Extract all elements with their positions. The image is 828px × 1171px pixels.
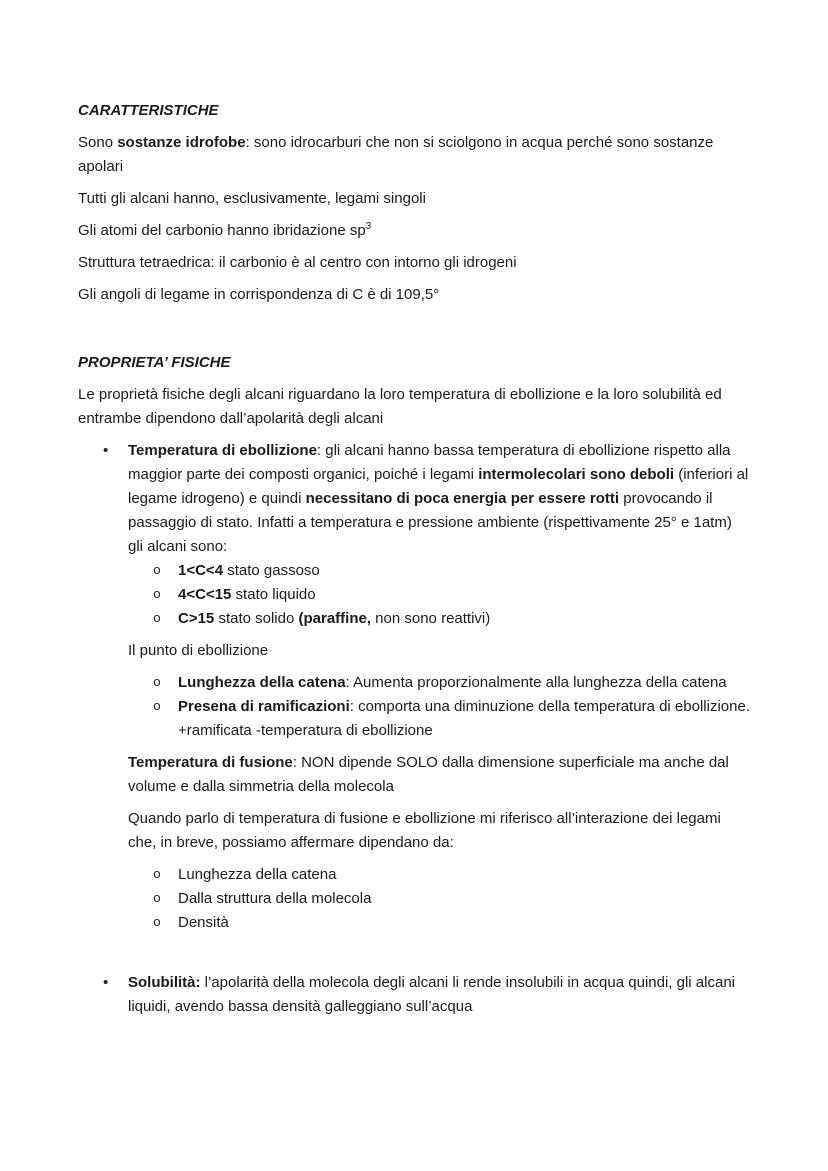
list-item-text: C>15 stato solido (paraffine, non sono reattivi) — [178, 610, 491, 627]
section-heading-caratteristiche: CARATTERISTICHE — [78, 102, 219, 119]
list-item-stato-liquido — [78, 583, 750, 607]
circle-bullet-icon: o — [153, 611, 161, 626]
list-item-temperatura-ebollizione — [78, 439, 750, 559]
list-item-text: Lunghezza della catena — [178, 866, 337, 883]
list-item-text: 1<C<4 stato gassoso — [178, 562, 320, 579]
list-item-solubilita — [78, 971, 750, 1019]
paragraph-punto-ebollizione: Il punto di ebollizione — [128, 642, 269, 659]
circle-bullet-icon: o — [153, 915, 161, 930]
disc-bullet-icon: • — [103, 974, 109, 991]
paragraph-sostanze-idrofobe: Sono sostanze idrofobe: sono idrocarburi che non si sciolgono in acqua perché sono sostanze apolari — [78, 134, 714, 175]
list-item-text: Lunghezza della catena: Aumenta proporzionalmente alla lunghezza della catena — [178, 674, 727, 691]
circle-bullet-icon: o — [153, 675, 161, 690]
circle-bullet-icon: o — [153, 867, 161, 882]
sublist-fattori-ebollizione — [78, 671, 750, 743]
paragraph-ibridazione-sp3: Gli atomi del carbonio hanno ibridazione $sp^3$ — [78, 221, 372, 239]
sublist-dipendenze — [78, 863, 750, 935]
disc-bullet-icon: • — [103, 442, 109, 459]
list-item-text: Densità — [178, 914, 229, 931]
paragraph-angoli-legame: Gli angoli di legame in corrispondenza di C è di 109,5° — [78, 286, 440, 303]
paragraph-legami-singoli: Tutti gli alcani hanno, esclusivamente, legami singoli — [78, 190, 426, 207]
list-item-text: Temperatura di ebollizione: gli alcani hanno bassa temperatura di ebollizione rispetto alla maggior parte dei composti organici, poiché i legami intermolecolari sono deboli (inferiori al legame idrogeno) e quindi necessitano di poca energia per essere rotti provocando il passaggio di stato. Infatti a temperatura e pressione ambiente (rispettivamente 25° e 1atm) gli alcani sono: — [128, 442, 749, 555]
section-caratteristiche — [78, 99, 750, 307]
sublist-stati — [78, 559, 750, 631]
list-item-dipendenza-struttura — [78, 887, 750, 911]
list-item-text: 4<C<15 stato liquido — [178, 586, 316, 603]
list-item-dipendenza-lunghezza — [78, 863, 750, 887]
list-item-text: Solubilità: l’apolarità della molecola degli alcani li rende insolubili in acqua quindi, gli alcani liquidi, avendo bassa densità galleggiano sull’acqua — [128, 974, 735, 1015]
paragraph-intro-proprieta: Le proprietà fisiche degli alcani riguardano la loro temperatura di ebollizione e la loro solubilità ed entrambe dipendono dall’apolarità degli alcani — [78, 386, 722, 427]
list-item-text: Dalla struttura della molecola — [178, 890, 372, 907]
section-proprieta-fisiche — [78, 351, 750, 1019]
list-item-dipendenza-densita — [78, 911, 750, 935]
circle-bullet-icon: o — [153, 587, 161, 602]
section-heading-proprieta-fisiche: PROPRIETA’ FISICHE — [78, 354, 231, 371]
list-item-lunghezza-catena — [78, 671, 750, 695]
circle-bullet-icon: o — [153, 563, 161, 578]
circle-bullet-icon: o — [153, 699, 161, 714]
paragraph-temperatura-fusione: Temperatura di fusione: NON dipende SOLO dalla dimensione superficiale ma anche dal volume e dalla simmetria della molecola — [128, 754, 729, 795]
list-item-ramificazioni — [78, 695, 750, 743]
list-item-stato-solido — [78, 607, 750, 631]
circle-bullet-icon: o — [153, 891, 161, 906]
paragraph-struttura-tetraedrica: Struttura tetraedrica: il carbonio è al centro con intorno gli idrogeni — [78, 254, 517, 271]
paragraph-interazione-legami: Quando parlo di temperatura di fusione e ebollizione mi riferisco all’interazione dei legami che, in breve, possiamo affermare dipendano da: — [128, 810, 721, 851]
list-item-stato-gassoso — [78, 559, 750, 583]
list-item-text: Presena di ramificazioni: comporta una diminuzione della temperatura di ebollizione. +ramificata -temperatura di ebollizione — [178, 698, 750, 739]
